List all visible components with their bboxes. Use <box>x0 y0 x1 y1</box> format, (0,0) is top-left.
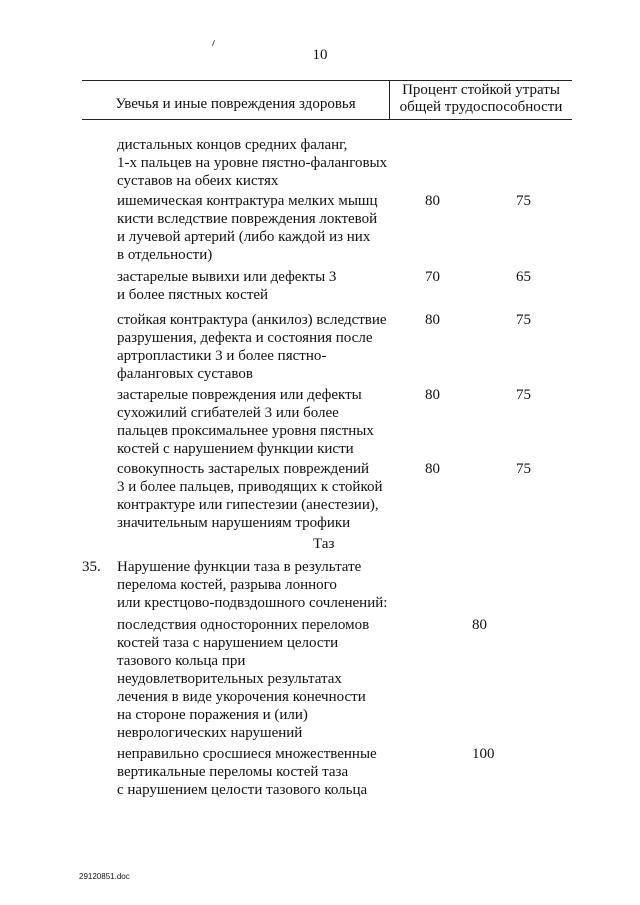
entry-text: совокупность застарелых повреждений 3 и более пальцев, приводящих к стойкой контрактуре или гипестезии (анестезии), значительным нарушениям трофики <box>117 461 383 531</box>
entry-value-2: 75 <box>516 193 531 209</box>
entry-value-1: 80 <box>425 461 440 477</box>
entry-value-2: 75 <box>516 461 531 477</box>
entry-value-1: 70 <box>425 269 440 285</box>
sub-entry-text: неправильно сросшиеся множественные вертикальные переломы костей таза с нарушением целости тазового кольца <box>117 746 377 798</box>
footer-filename: 29120851.doc <box>79 872 130 881</box>
sub-entry-value: 100 <box>472 746 495 762</box>
header-injuries: Увечья и иные повреждения здоровья <box>115 96 356 112</box>
entry-text: стойкая контрактура (анкилоз) вследствие разрушения, дефекта и состояния после артропластики 3 и более пястно- фаланговых суставов <box>117 312 387 382</box>
stray-mark <box>212 40 215 46</box>
section-title-pelvis: Таз <box>313 536 335 552</box>
sub-entry-text: последствия односторонних переломов костей таза с нарушением целости тазового кольца при неудовлетворительных результатах лечения в виде укорочения конечности на стороне поражения и (или) неврологических нарушений <box>117 617 370 741</box>
header-percent <box>390 82 572 116</box>
table-header <box>82 80 572 120</box>
item-text: Нарушение функции таза в результате перелома костей, разрыва лонного или крестцово-подвздошного сочленений: <box>117 559 388 611</box>
entry-text: застарелые повреждения или дефекты сухожилий сгибателей 3 или более пальцев проксимальнее уровня пястных костей с нарушением функции кисти <box>117 387 374 457</box>
entry-value-1: 80 <box>425 193 440 209</box>
entry-value-2: 75 <box>516 312 531 328</box>
entry-value-1: 80 <box>425 312 440 328</box>
entry-text: ишемическая контрактура мелких мышц кисти вследствие повреждения локтевой и лучевой артерий (либо каждой из них в отдельности) <box>117 193 378 263</box>
page-number: 10 <box>312 47 328 63</box>
header-percent-text: Процент стойкой утраты общей трудоспособности <box>399 82 563 115</box>
entry-value-2: 75 <box>516 387 531 403</box>
entry-value-2: 65 <box>516 269 531 285</box>
entry-value-1: 80 <box>425 387 440 403</box>
item-number: 35. <box>82 559 101 575</box>
entry-text: дистальных концов средних фаланг, 1-х пальцев на уровне пястно-фаланговых суставов на обеих кистях <box>117 137 388 189</box>
sub-entry-value: 80 <box>472 617 487 633</box>
entry-text: застарелые вывихи или дефекты 3 и более пястных костей <box>117 269 337 303</box>
